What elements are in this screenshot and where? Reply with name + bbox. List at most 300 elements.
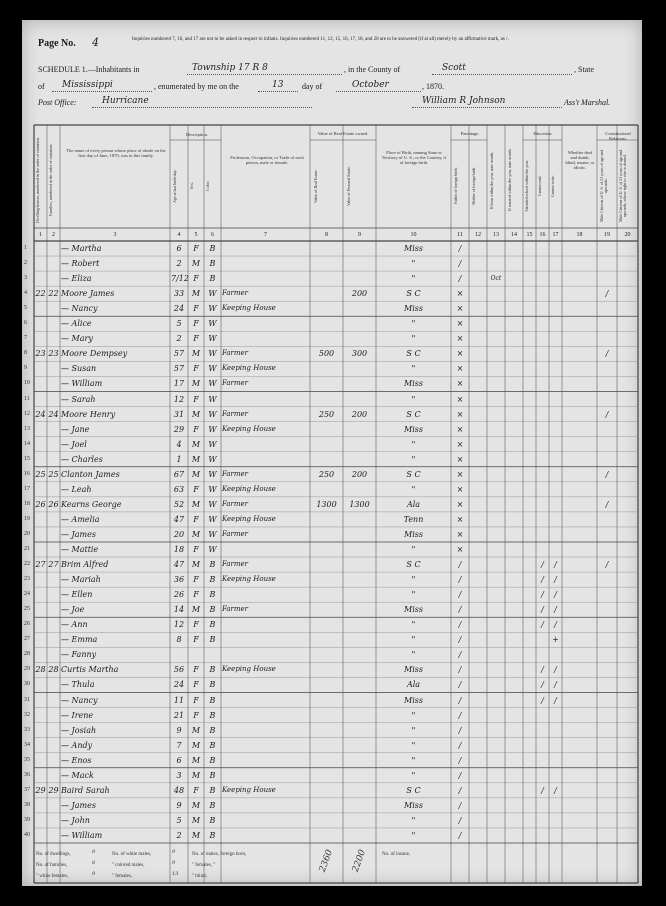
page-label: Page No. <box>38 38 76 49</box>
cell-color: W <box>208 499 217 509</box>
month: October <box>352 80 389 90</box>
cell-color: W <box>208 304 217 314</box>
row-number-left: 11 <box>24 395 30 402</box>
year: , 1870. <box>422 82 444 91</box>
row-number-left: 40 <box>24 831 30 838</box>
cell-sex: M <box>191 800 201 810</box>
cell-name: — Jane <box>61 424 90 434</box>
cell-c11: / <box>458 590 462 600</box>
cell-c13: Oct <box>490 275 502 283</box>
cell-c11: × <box>456 454 464 464</box>
cell-c11: × <box>456 364 464 374</box>
row-number-left: 36 <box>24 771 30 778</box>
row-number-left: 21 <box>24 546 30 552</box>
cell-sex: F <box>193 394 199 404</box>
cell-sex: F <box>193 364 199 374</box>
col-head-attended-school: Attended school within the year. <box>524 160 529 212</box>
cell-age: 31 <box>173 409 185 419</box>
cell-sex: M <box>191 815 201 825</box>
cell-name: — Mary <box>61 334 93 344</box>
col-head-color: Color. <box>205 181 210 191</box>
cell-c11: / <box>458 770 462 780</box>
cell-sex: M <box>191 379 201 389</box>
cell-birth: " <box>411 725 416 735</box>
cell-c17: + <box>552 635 559 645</box>
cell-color: W <box>208 545 217 554</box>
census-sheet <box>22 20 642 886</box>
cell-occ: Keeping House <box>222 304 276 313</box>
cell-age: 9 <box>176 725 182 735</box>
cell-c16: / <box>541 620 544 630</box>
cell-c11: × <box>456 394 464 404</box>
cell-c11: / <box>458 815 462 825</box>
cell-color: W <box>208 424 217 434</box>
cell-f: 28 <box>48 665 59 675</box>
col-head-mother-foreign: Mother of foreign birth. <box>471 166 476 206</box>
row-number-left: 6 <box>24 320 27 327</box>
township: Township 17 R 8 <box>192 63 268 73</box>
cell-sex: F <box>193 545 199 554</box>
column-number: 7 <box>264 232 267 238</box>
cell-birth: Ala <box>406 499 421 509</box>
cell-c11: × <box>456 319 464 329</box>
cell-f: 25 <box>48 469 59 479</box>
column-number: 18 <box>576 232 583 238</box>
cell-pe: 200 <box>351 409 368 419</box>
cell-c17: / <box>554 620 557 630</box>
column-number: 15 <box>526 232 533 238</box>
cell-name: — Amelia <box>61 514 100 524</box>
cell-c11: / <box>458 635 462 645</box>
cell-d: 26 <box>35 499 46 509</box>
cell-birth: " <box>411 650 416 660</box>
cell-occ: Keeping House <box>222 575 276 584</box>
cell-occ: Farmer <box>222 529 249 538</box>
cell-re: 1300 <box>316 499 337 509</box>
cell-sex: M <box>191 529 201 539</box>
cell-name: — James <box>61 529 96 539</box>
cell-c11: / <box>458 665 462 675</box>
row-number-left: 15 <box>24 455 30 462</box>
cell-age: 48 <box>173 785 185 795</box>
cell-c11: × <box>456 499 464 509</box>
cell-d: 29 <box>35 785 46 795</box>
cell-c16: / <box>541 560 544 570</box>
row-number-left: 27 <box>24 636 30 643</box>
cell-c11: / <box>458 575 462 585</box>
cell-c11: × <box>456 424 464 434</box>
cell-c11: / <box>458 560 462 570</box>
cell-f: 27 <box>48 560 59 570</box>
row-number-left: 20 <box>24 530 30 537</box>
row-number-left: 5 <box>24 305 27 312</box>
blind-label: " blind, <box>192 874 207 879</box>
cell-name: — Charles <box>61 454 103 464</box>
families-label: No. of families, <box>36 863 68 868</box>
cell-name: — Enos <box>61 755 92 765</box>
cell-color: W <box>208 394 217 404</box>
cell-name: Moore Dempsey <box>61 349 128 359</box>
cell-birth: " <box>411 635 416 645</box>
cell-c11: × <box>456 349 464 359</box>
cell-sex: F <box>193 785 199 795</box>
cell-name: — Robert <box>61 259 100 269</box>
cell-sex: F <box>193 620 199 630</box>
cell-age: 17 <box>173 379 185 389</box>
cell-c19: / <box>605 469 609 479</box>
cell-c11: / <box>458 680 462 690</box>
cell-c19: / <box>605 499 609 509</box>
cell-name: — Nancy <box>61 695 98 705</box>
cell-c11: / <box>458 695 462 705</box>
cell-color: B <box>209 785 216 795</box>
page-number: 4 <box>92 36 99 49</box>
cell-pe: 200 <box>351 289 368 299</box>
cell-f: 26 <box>48 499 59 509</box>
cell-age: 33 <box>173 289 185 299</box>
foreign-females-label: " females, " <box>192 863 216 868</box>
cell-c11: × <box>456 484 464 494</box>
cell-birth: " <box>411 334 416 344</box>
cell-c16: / <box>541 605 544 615</box>
cell-sex: M <box>191 439 201 449</box>
row-number-left: 23 <box>24 576 30 583</box>
cell-name: — Alice <box>61 319 92 329</box>
cell-d: 27 <box>35 560 46 570</box>
row-number-left: 1 <box>24 245 27 251</box>
cell-occ: Keeping House <box>222 484 276 493</box>
cell-age: 5 <box>176 319 182 329</box>
cell-name: — Mack <box>61 770 94 780</box>
column-number: 11 <box>457 232 463 238</box>
row-number-left: 28 <box>24 651 30 658</box>
cell-sex: F <box>193 424 199 434</box>
cell-birth: Tenn <box>403 514 424 524</box>
cell-c17: / <box>554 665 557 675</box>
cell-name: — Josiah <box>61 725 97 735</box>
white-males-count: 9 <box>172 849 176 855</box>
cell-age: 9 <box>176 800 182 810</box>
cell-c11: × <box>456 439 464 449</box>
county-label: , in the County of <box>344 65 401 74</box>
row-number-left: 33 <box>24 726 30 733</box>
column-number: 16 <box>539 232 546 238</box>
col-head-vote-denied: Male Citizens of U. S. of 21 years of age and upwards, whose right to vote is denied. <box>618 149 627 223</box>
cell-c17: / <box>554 785 557 795</box>
cell-occ: Farmer <box>222 499 249 508</box>
row-number-left: 13 <box>24 425 30 432</box>
cell-f: 29 <box>48 785 59 795</box>
cell-sex: M <box>191 259 201 269</box>
cell-sex: F <box>193 484 199 494</box>
cell-color: B <box>209 755 216 765</box>
cell-color: B <box>209 800 216 810</box>
cell-d: 25 <box>35 469 46 479</box>
cell-birth: Miss <box>404 665 423 675</box>
cell-sex: M <box>191 770 201 780</box>
cell-name: — Leah <box>61 484 92 494</box>
cell-sex: F <box>193 695 199 705</box>
cell-sex: F <box>193 244 199 253</box>
col-head-disability: Whether deaf and dumb, blind, insane, or idiotic. <box>565 150 595 170</box>
cell-occ: Keeping House <box>222 364 276 373</box>
cell-occ: Farmer <box>222 349 249 358</box>
cell-c11: × <box>456 514 464 524</box>
instructions: Inquiries numbered 7, 16, and 17 are not to be asked in respect to infants. Inquiries numbered 11, 12, 15, 16, 17, 18, and 20 are to be answered (if at all) merely by an affirmative mark, as /. <box>132 37 509 42</box>
state: Mississippi <box>62 80 113 90</box>
cell-age: 47 <box>173 514 185 524</box>
cell-age: 11 <box>173 695 185 705</box>
cell-age: 24 <box>173 304 185 314</box>
row-number-left: 17 <box>24 485 30 492</box>
cell-d: 22 <box>35 289 46 299</box>
cell-age: 29 <box>173 424 185 434</box>
cell-occ: Farmer <box>222 409 249 418</box>
cell-c17: / <box>554 680 557 690</box>
row-number-left: 12 <box>24 410 30 417</box>
cell-color: B <box>209 590 216 600</box>
cell-age: 47 <box>173 560 185 570</box>
cell-birth: " <box>411 259 416 269</box>
row-number-left: 26 <box>24 621 30 628</box>
cell-name: — Andy <box>61 740 93 750</box>
cell-sex: M <box>191 454 201 464</box>
cell-age: 57 <box>173 364 185 374</box>
cell-sex: M <box>191 349 201 359</box>
cell-sex: M <box>191 409 201 419</box>
cell-birth: " <box>411 545 416 554</box>
col-head-born-in-year: If born within the year, state month. <box>489 151 494 209</box>
dwellings-label: No. of dwellings, <box>36 852 71 857</box>
cell-color: W <box>208 289 217 299</box>
cell-color: B <box>209 244 216 253</box>
cell-age: 24 <box>173 680 185 690</box>
cell-occ: Farmer <box>222 605 249 614</box>
col-head-occupation: Profession, Occupation, or Trade of each person, male or female. <box>230 155 304 165</box>
cell-color: B <box>209 259 216 269</box>
row-number-left: 31 <box>24 696 30 703</box>
cell-birth: Miss <box>404 244 423 253</box>
cell-c16: / <box>541 590 544 600</box>
cell-c11: / <box>458 244 462 253</box>
cell-birth: " <box>411 770 416 780</box>
row-number-left: 22 <box>24 561 30 568</box>
cell-color: B <box>209 770 216 780</box>
cell-name: — Susan <box>61 364 97 374</box>
cell-sex: F <box>193 710 199 720</box>
row-number-left: 18 <box>24 500 30 507</box>
cell-name: Clanton James <box>61 469 120 479</box>
county: Scott <box>442 63 466 73</box>
cell-sex: M <box>191 755 201 765</box>
row-number-left: 7 <box>24 335 27 342</box>
cell-f: 24 <box>48 409 59 419</box>
cell-c11: × <box>456 379 464 389</box>
cell-birth: " <box>411 394 416 404</box>
cell-c19: / <box>605 349 609 359</box>
cell-name: — James <box>61 800 96 810</box>
column-number: 10 <box>410 232 417 238</box>
cell-age: 5 <box>176 815 182 825</box>
cell-age: 12 <box>173 620 185 630</box>
cell-name: Moore Henry <box>61 409 116 419</box>
cell-c11: × <box>456 469 464 479</box>
cell-age: 63 <box>173 484 185 494</box>
cell-age: 18 <box>173 545 185 554</box>
col-head-personal-estate: Value of Personal Estate. <box>346 166 351 206</box>
cell-name: — Irene <box>61 710 94 720</box>
row-number-left: 10 <box>24 380 30 387</box>
col-head-sex: Sex. <box>189 182 194 190</box>
cell-age: 8 <box>176 635 182 645</box>
column-number: 12 <box>475 232 481 238</box>
cell-age: 21 <box>173 710 185 720</box>
column-number: 4 <box>177 232 181 238</box>
cell-name: — John <box>61 815 90 825</box>
column-number: 8 <box>325 232 328 238</box>
row-number-left: 2 <box>24 260 27 267</box>
cell-color: W <box>208 529 217 539</box>
cell-birth: " <box>411 274 416 284</box>
schedule-label: SCHEDULE 1.—Inhabitants in <box>38 65 140 74</box>
cell-c11: / <box>458 274 462 284</box>
cell-c11: / <box>458 650 462 660</box>
cell-c16: / <box>541 785 544 795</box>
cell-sex: M <box>191 830 201 840</box>
cell-color: W <box>208 379 217 389</box>
cell-color: W <box>208 469 217 479</box>
total-personal-estate: 2200 <box>350 848 369 874</box>
cell-age: 36 <box>173 575 185 585</box>
cell-sex: M <box>191 605 201 615</box>
cell-name: Moore James <box>61 289 115 299</box>
cell-c11: × <box>456 289 464 299</box>
cell-c16: / <box>541 665 544 675</box>
cell-sex: F <box>193 590 199 600</box>
col-head-married-in-year: If married within the year, state month. <box>507 148 512 212</box>
cell-color: W <box>208 409 217 419</box>
cell-birth: " <box>411 590 416 600</box>
column-number: 5 <box>194 232 198 238</box>
cell-pe: 200 <box>351 469 368 479</box>
cell-birth: Miss <box>404 605 423 615</box>
cell-birth: " <box>411 575 416 585</box>
cell-birth: Miss <box>404 800 423 810</box>
cell-c17: / <box>554 560 557 570</box>
cell-age: 57 <box>173 349 185 359</box>
col-head-constitutional: Constitutional Relations. <box>605 131 631 141</box>
row-number-left: 16 <box>24 470 30 477</box>
cell-c19: / <box>605 560 609 570</box>
col-head-description: Description. <box>185 132 209 137</box>
cell-color: W <box>208 484 217 494</box>
marshal-label: Ass't Marshal. <box>564 98 611 107</box>
column-number: 3 <box>113 232 117 238</box>
cell-color: B <box>209 815 216 825</box>
dwellings-count: 8 <box>92 849 96 855</box>
cell-birth: Miss <box>404 695 423 705</box>
cell-d: 23 <box>35 349 46 359</box>
row-number-left: 35 <box>24 756 30 763</box>
cell-name: Curtis Martha <box>61 665 119 675</box>
cell-color: W <box>208 439 217 449</box>
cell-color: W <box>208 334 217 344</box>
cell-name: — Joel <box>61 439 87 449</box>
cell-birth: " <box>411 830 416 840</box>
col-head-age: Age at last birth-day. <box>172 169 177 203</box>
cell-c11: / <box>458 710 462 720</box>
cell-sex: F <box>193 514 199 524</box>
cell-sex: F <box>193 665 199 675</box>
cell-color: B <box>209 740 216 750</box>
cell-sex: F <box>193 319 199 329</box>
cell-name: — Eliza <box>61 274 92 284</box>
total-real-estate: 2360 <box>317 848 336 874</box>
cell-birth: " <box>411 319 416 329</box>
cell-name: Brim Alfred <box>61 560 109 570</box>
cell-re: 250 <box>318 469 335 479</box>
cell-birth: S C <box>406 289 421 299</box>
col-head-citizens: Male Citizens of U. S. of 21 years of age and upwards. <box>599 149 608 223</box>
cell-name: — Emma <box>61 635 98 645</box>
col-head-dwelling: Dwelling-houses, numbered in the order of visitation. <box>35 137 40 223</box>
column-number: 17 <box>552 232 559 238</box>
cell-age: 67 <box>173 469 185 479</box>
cell-occ: Keeping House <box>222 514 276 523</box>
of-label: of <box>38 82 45 91</box>
cell-age: 1 <box>176 454 182 464</box>
cell-f: 23 <box>48 349 59 359</box>
column-number: 1 <box>39 232 42 238</box>
row-number-left: 25 <box>24 606 30 613</box>
cell-c16: / <box>541 575 544 585</box>
cell-c11: / <box>458 800 462 810</box>
cell-age: 7 <box>176 740 182 750</box>
col-head-education: Education. <box>533 131 553 136</box>
cell-age: 6 <box>176 244 182 253</box>
colored-males-count: 9 <box>172 860 176 866</box>
cell-c19: / <box>605 289 609 299</box>
cell-birth: " <box>411 364 416 374</box>
cell-birth: " <box>411 484 416 494</box>
cell-sex: M <box>191 560 201 570</box>
cell-pe: 1300 <box>349 499 370 509</box>
cell-c17: / <box>554 695 557 705</box>
cell-name: — Martha <box>61 244 102 253</box>
cell-occ: Farmer <box>222 469 249 478</box>
row-number-left: 30 <box>24 681 30 688</box>
cell-age: 7/12 <box>171 274 189 284</box>
cell-color: W <box>208 514 217 524</box>
cell-birth: " <box>411 740 416 750</box>
cell-color: B <box>209 725 216 735</box>
col-head-family: Families, numbered in the order of visitation. <box>48 143 53 217</box>
cell-c11: / <box>458 259 462 269</box>
cell-birth: S C <box>406 560 421 570</box>
cell-age: 3 <box>176 770 182 780</box>
cell-birth: " <box>411 439 416 449</box>
cell-age: 2 <box>176 830 182 840</box>
white-females-label: " white females, <box>36 874 69 879</box>
cell-name: — Fanny <box>61 650 97 660</box>
cell-birth: S C <box>406 469 421 479</box>
column-number: 9 <box>358 232 361 238</box>
marshal-signature: William R Johnson <box>422 96 506 106</box>
cell-color: W <box>208 319 217 329</box>
row-number-left: 34 <box>24 741 30 748</box>
post-office-label: Post Office: <box>38 98 77 107</box>
cell-f: 22 <box>48 289 59 299</box>
